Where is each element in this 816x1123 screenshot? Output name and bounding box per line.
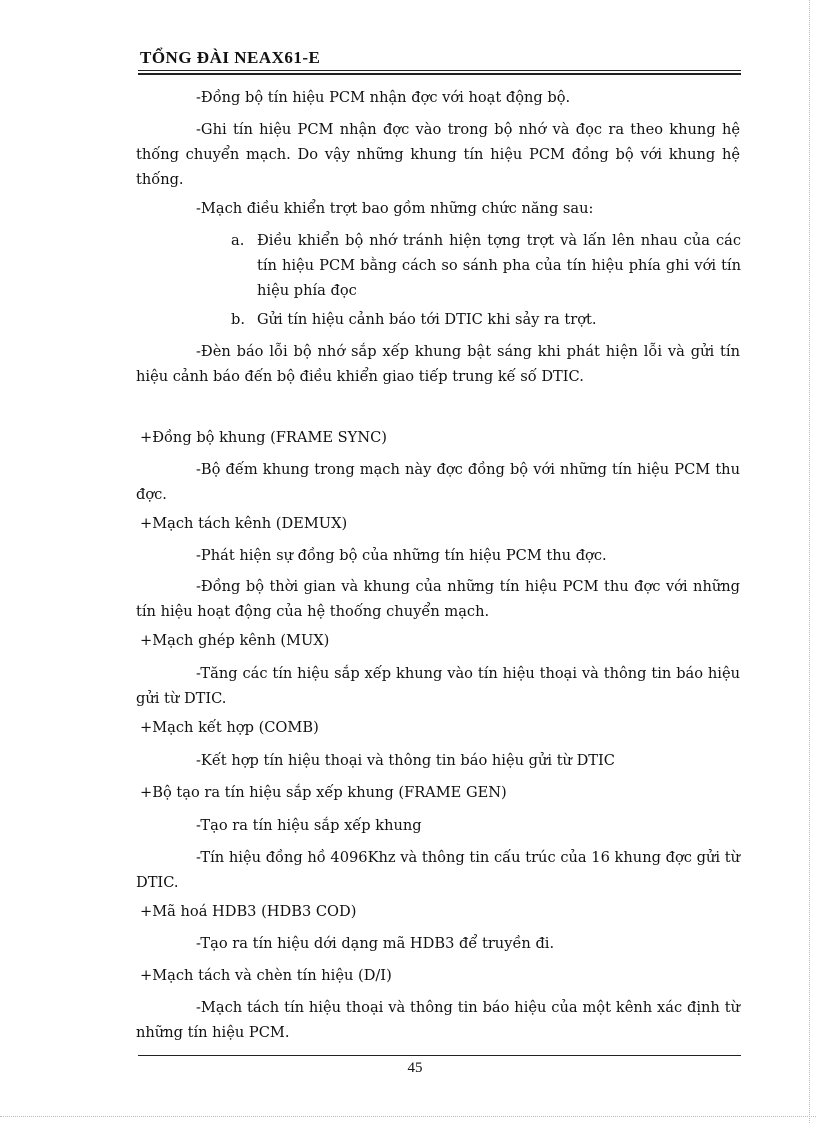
list-item-a xyxy=(231,228,741,303)
section-heading-comb: +Mạch kết hợp (COMB) xyxy=(140,719,319,736)
paragraph-13: -Mạch tách tín hiệu thoại và thông tin báo hiệu của một kênh xác định từ những tín hiệu PCM. xyxy=(136,999,740,1041)
section-heading-demux: +Mạch tách kênh (DEMUX) xyxy=(140,515,348,532)
paragraph-4: -Đèn báo lỗi bộ nhớ sắp xếp khung bật sáng khi phát hiện lỗi và gửi tín hiệu cảnh báo đến bộ điều khiển giao tiếp trung kế số DTIC. xyxy=(136,343,740,385)
paragraph-7: -Đồng bộ thời gian và khung của những tín hiệu PCM thu đợc với những tín hiệu hoạt động của hệ thoống chuyển mạch. xyxy=(136,578,740,620)
list-item-text: Gửi tín hiệu cảnh báo tới DTIC khi sảy ra trợt. xyxy=(257,311,597,328)
paragraph-6: -Phát hiện sự đồng bộ của những tín hiệu PCM thu đợc. xyxy=(196,547,607,564)
section-heading-hdb3: +Mã hoá HDB3 (HDB3 COD) xyxy=(140,903,357,920)
section-heading-frame-sync: +Đồng bộ khung (FRAME SYNC) xyxy=(140,429,387,446)
list-item-b xyxy=(231,307,741,332)
header-rule-thick xyxy=(138,73,741,75)
page-number: 45 xyxy=(407,1060,423,1076)
page-edge-right xyxy=(809,0,810,1123)
page-edge-bottom xyxy=(0,1116,816,1117)
paragraph-12: -Tạo ra tín hiệu dới dạng mã HDB3 để truyền đi. xyxy=(196,935,555,952)
footer-rule xyxy=(138,1055,741,1056)
paragraph-8: -Tăng các tín hiệu sắp xếp khung vào tín hiệu thoại và thông tin báo hiệu gửi từ DTIC. xyxy=(136,665,740,707)
header-rule-thin xyxy=(138,70,741,71)
paragraph-5: -Bộ đếm khung trong mạch này đợc đồng bộ với những tín hiệu PCM thu đợc. xyxy=(136,461,740,503)
list-item-label: b. xyxy=(231,311,245,328)
list-item-text: Điều khiển bộ nhớ tránh hiện tợng trợt và lấn lên nhau của các tín hiệu PCM bằng cách so sánh pha của tín hiệu phía ghi với tín hiệu phía đọc xyxy=(257,232,741,299)
paragraph-3: -Mạch điều khiển trợt bao gồm những chức năng sau: xyxy=(196,200,594,217)
list-item-label: a. xyxy=(231,232,245,249)
section-heading-mux: +Mạch ghép kênh (MUX) xyxy=(140,632,330,649)
paragraph-2: -Ghi tín hiệu PCM nhận đợc vào trong bộ nhớ và đọc ra theo khung hệ thống chuyển mạch. Do vậy những khung tín hiệu PCM đồng bộ với khung hệ thống. xyxy=(136,121,740,188)
paragraph-11: -Tín hiệu đồng hồ 4096Khz và thông tin cấu trúc của 16 khung đợc gửi từ DTIC. xyxy=(136,849,740,891)
paragraph-9: -Kết hợp tín hiệu thoại và thông tin báo hiệu gửi từ DTIC xyxy=(196,752,615,769)
section-heading-di: +Mạch tách và chèn tín hiệu (D/I) xyxy=(140,967,392,984)
page-header-title: TỔNG ĐÀI NEAX61-E xyxy=(140,48,321,67)
paragraph-10: -Tạo ra tín hiệu sắp xếp khung xyxy=(196,817,422,834)
paragraph-1: -Đồng bộ tín hiệu PCM nhận đợc với hoạt động bộ. xyxy=(196,89,571,106)
section-heading-frame-gen: +Bộ tạo ra tín hiệu sắp xếp khung (FRAME GEN) xyxy=(140,784,507,801)
